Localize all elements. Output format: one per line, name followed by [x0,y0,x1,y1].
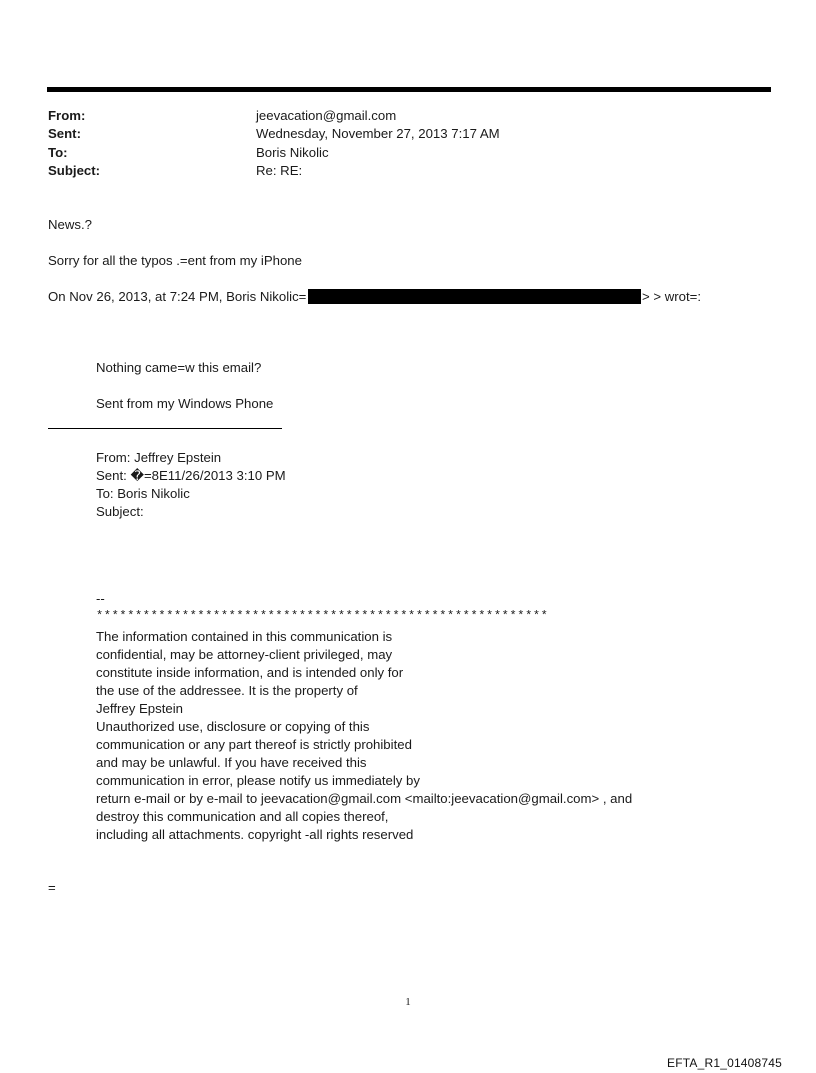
fwd-subject: Subject: [96,504,144,519]
quote-intro: On Nov 26, 2013, at 7:24 PM, Boris Nikolic= [48,289,307,304]
disclaimer-line: Unauthorized use, disclosure or copying of this [96,719,370,734]
disclaimer-line: the use of the addressee. It is the property of [96,683,358,698]
disclaimer-line: The information contained in this communication is [96,629,393,644]
disclaimer-block [96,628,632,844]
to-value: Boris Nikolic [256,145,329,160]
disclaimer-line: communication in error, please notify us immediately by [96,773,420,788]
disclaimer-line: constitute inside information, and is intended only for [96,665,404,680]
quote-separator [48,428,282,429]
document-id: EFTA_R1_01408745 [667,1056,783,1070]
sent-label: Sent: [48,126,81,141]
trailer-equals: = [48,880,56,895]
sent-value: Wednesday, November 27, 2013 7:17 AM [256,126,500,141]
fwd-to: To: Boris Nikolic [96,486,190,501]
fwd-sent: Sent: �=8E11/26/2013 3:10 PM [96,468,286,483]
subject-label: Subject: [48,163,101,178]
to-label: To: [48,145,68,160]
quoted-message: Nothing came=w this email? [96,360,262,375]
disclaimer-line: destroy this communication and all copies thereof, [96,809,389,824]
subject-value: Re: RE: [256,163,303,178]
disclaimer-line: including all attachments. copyright -all rights reserved [96,827,414,842]
body-line-news: News.? [48,217,92,232]
disclaimer-stars: ********************************************************** [96,609,549,623]
signature-dashes: -- [96,591,105,606]
disclaimer-line: communication or any part thereof is strictly prohibited [96,737,412,752]
quote-intro-tail: > > wrot=: [642,289,702,304]
fwd-from: From: Jeffrey Epstein [96,450,222,465]
from-label: From: [48,108,86,123]
page-number: 1 [405,996,411,1008]
from-value: jeevacation@gmail.com [256,108,397,123]
disclaimer-line: and may be unlawful. If you have received this [96,755,367,770]
quoted-signature: Sent from my Windows Phone [96,396,274,411]
disclaimer-line: return e-mail or by e-mail to jeevacation@gmail.com <mailto:jeevacation@gmail.com> , and [96,791,633,806]
body-line-typos: Sorry for all the typos .=ent from my iPhone [48,253,302,268]
redaction-bar [308,289,641,304]
disclaimer-line: confidential, may be attorney-client privileged, may [96,647,393,662]
header-divider [47,87,771,92]
disclaimer-line: Jeffrey Epstein [96,701,183,716]
